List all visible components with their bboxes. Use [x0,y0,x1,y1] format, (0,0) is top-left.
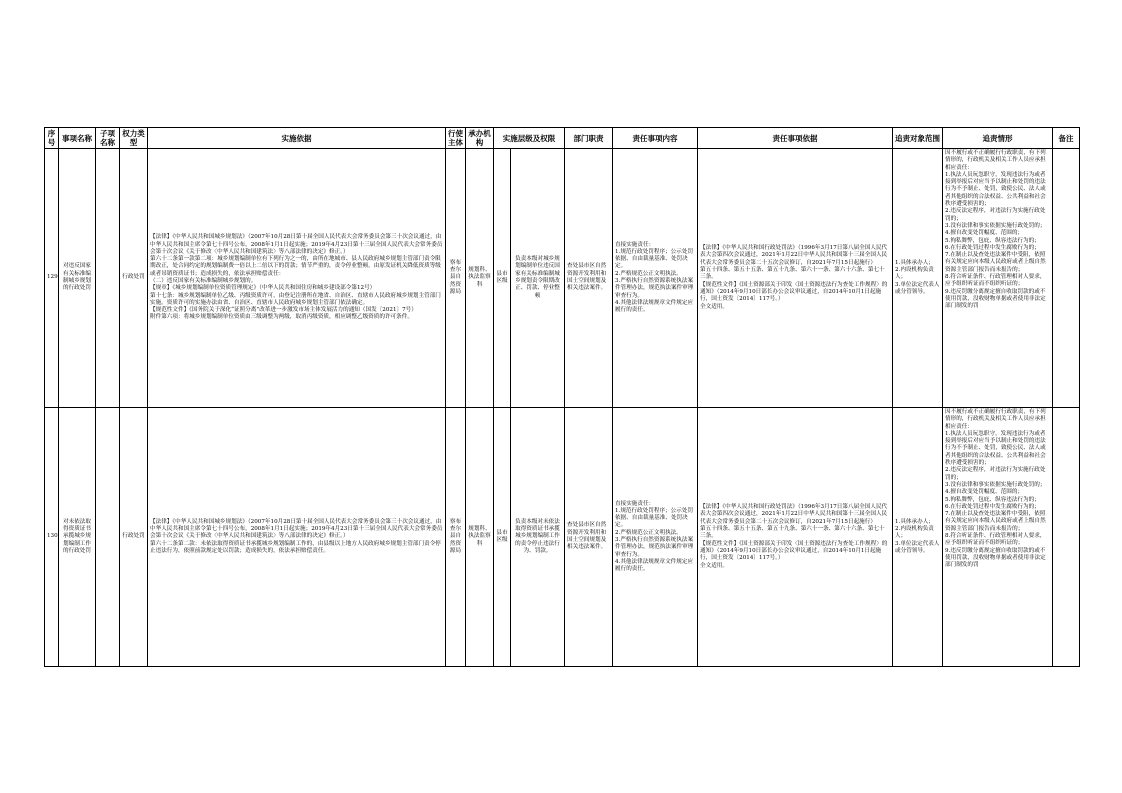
responsibility-table [44,127,1080,667]
cell-resp: 直接实施责任： 1.规范行政处罚程序；公示处罚依据、自由裁量基准、处罚决定。 2.严格规范公正文明执法。 3.严格执行自然资源系统执法案件管理办法，规范执法案件审理审查行为。 4.其他法律法规规章文件规定应履行的责任。 [613,408,698,667]
cell-resp-basis: 【法律】《中华人民共和国行政处罚法》（1996年3月17日第八届全国人民代表大会第四次会议通过，2021年1月22日中华人民共和国第十三届全国人民代表大会常务委员会第二十五次会议修订，自2021年7月15日起施行） 第五十四条、第五十五条、第五十九条、第六十一条、第六十六条、第七十三条。 【规范性文件】《国土资源部关于印发〈国土资源违法行为查处工作规程〉的通知》（2014年9月10日部长办公会议审议通过，自2014年10月1日起施行，国土资发〔2014〕117号。） 全文适用。 [698,149,893,408]
cell-org: 规划科、执法监察科 [466,149,494,408]
header-resp-basis: 责任事项依据 [698,128,893,149]
cell-note [1053,408,1080,667]
cell-basis: 【法律】《中华人民共和国城乡规划法》（2007年10月28日第十届全国人民代表大会常务委员会第三十次会议通过，由中华人民共和国主席令第七十四号公布，2008年1月1日起实施；2019年4月23日第十三届全国人民代表大会常务委员会第十次会议《关于修改〈中华人民共和国建筑法〉等八部法律的决定》修正。） 第六十二条第一款第二项：城乡规划编制单位有下列行为之一的，由所在地城市、县人民政府城乡规划主管部门责令限期改正，处合同约定的规划编制费一倍以上二倍以下的罚款；情节严重的，责令停业整顿，由原发证机关降低资质等级或者吊销资质证书；造成损失的，依法承担赔偿责任： （二）违反国家有关标准编制城乡规划的。 【规章】《城乡规划编制单位资质管理规定》（中华人民共和国住房和城乡建设部令第12号） 第十七条：城乡规划编制单位乙级、丙级资质许可，由登记注册所在地省、自治区、直辖市人民政府城乡规划主管部门实施。资质许可的实施办法由省、自治区、直辖市人民政府城乡规划主管部门依法确定。 【规范性文件】《国务院关于深化“证照分离”改革进一步激发市场主体发展活力的通知（国发〔2021〕7号） 附件第六项：将城乡规划编制单位资质由三级调整为两级，取消丙级资质，相应调整乙级资质的许可条件。 [148,149,446,408]
header-name: 事项名称 [59,128,96,149]
header-level: 实施层级及权限 [494,128,565,149]
cell-note [1053,149,1080,408]
header-basis: 实施依据 [148,128,446,149]
cell-level-b: 负责本级对未依法取得资质证书承揽城乡规划编制工作的责令停止违法行为、罚款。 [511,408,565,667]
cell-subject: 察布查尔县自然资源局 [446,149,466,408]
cell-org: 规划科、执法监察科 [466,408,494,667]
header-situation: 追责情形 [943,128,1053,149]
cell-basis: 【法律】《中华人民共和国城乡规划法》（2007年10月28日第十届全国人民代表大会常务委员会第三十次会议通过，由中华人民共和国主席令第七十四号公布，2008年1月1日起实施；2019年4月23日第十三届全国人民代表大会常务委员会第十次会议《关于修改〈中华人民共和国建筑法〉等八部法律的决定》修正。） 第六十二条第二款：未依法取得资质证书承揽城乡规划编制工作的，由县级以上地方人民政府城乡规划主管部门责令停止违法行为，依照前款规定处以罚款；造成损失的，依法承担赔偿责任。 [148,408,446,667]
cell-name: 对违反国家有关标准编制城乡规划的行政处罚 [59,149,96,408]
cell-type: 行政处罚 [120,408,148,667]
cell-duty: 查处县市区自然资源开发利用和国土空间规划及相关违法案件。 [565,149,613,408]
cell-situation: 因不履行或不正确履行行政职责，有下列情形的，行政机关及相关工作人员应承担相应责任： 1.执法人员玩忽职守，发现违法行为或者接到举报后对应当予以制止和处罚的违法行为不予制止、处罚，致使公民、法人或者其他组织的合法权益、公共利益和社会秩序遭受损害的； 2.违反法定程序，对违法行为实施行政处罚的； 3.没有法律和事实依据实施行政处罚的； 4.擅自改变处罚幅度、范围的； 5.徇私舞弊，包庇、纵容违法行为的； 6.在行政处罚过程中发生腐败行为的； 7.在制止以及查处违法案件中受阻，依照有关规定应向本级人民政府或者上级自然资源主管部门报告而未报告的； 8.符合听证条件、行政管理相对人要求，应予组织听证而不组织听证的； 9.违反罚缴分离规定擅自收取罚款的或不使用罚款，没收财物单据或者使用非法定部门制发的罚 [943,149,1053,408]
cell-target: 1.具体承办人； 2.内设机构负责人； 3.单位法定代表人或分管领导。 [893,408,943,667]
header-type: 权力类型 [120,128,148,149]
cell-name: 对未依法取得资质证书承揽城乡规划编制工作的行政处罚 [59,408,96,667]
header-org: 承办机构 [466,128,494,149]
header-target: 追责对象范围 [893,128,943,149]
cell-seq: 130 [45,408,59,667]
cell-situation: 因不履行或不正确履行行政职责，有下列情形的，行政机关及相关工作人员应承担相应责任： 1.执法人员玩忽职守，发现违法行为或者接到举报后对应当予以制止和处罚的违法行为不予制止、处罚，致使公民、法人或者其他组织的合法权益、公共利益和社会秩序遭受损害的； 2.违反法定程序，对违法行为实施行政处罚的； 3.没有法律和事实依据实施行政处罚的； 4.擅自改变处罚幅度、范围的； 5.徇私舞弊，包庇、纵容违法行为的； 6.在行政处罚过程中发生腐败行为的； 7.在制止以及查处违法案件中受阻，依照有关规定应向本级人民政府或者上级自然资源主管部门报告而未报告的； 8.符合听证条件、行政管理相对人要求，应予组织听证而不组织听证的； 9.违反罚缴分离规定擅自收取罚款的或不使用罚款，没收财物单据或者使用非法定部门制发的罚 [943,408,1053,667]
header-note: 备注 [1053,128,1080,149]
cell-type: 行政处罚 [120,149,148,408]
header-subject: 行使主体 [446,128,466,149]
header-resp: 责任事项内容 [613,128,698,149]
cell-resp: 直接实施责任： 1.规范行政处罚程序；公示处罚依据、自由裁量基准、处罚决定。 2.严格规范公正文明执法。 3.严格执行自然资源系统执法案件管理办法，规范执法案件审理审查行为。 4.其他法律法规规章文件规定应履行的责任。 [613,149,698,408]
cell-sub [96,149,120,408]
cell-level-a: 县市区级 [494,408,511,667]
table-row [45,149,1080,408]
header-sub: 子项名称 [96,128,120,149]
header-row [45,128,1080,149]
cell-sub [96,408,120,667]
cell-resp-basis: 【法律】《中华人民共和国行政处罚法》（1996年3月17日第八届全国人民代表大会第四次会议通过，2021年1月22日中华人民共和国第十三届全国人民代表大会常务委员会第二十五次会议修订，自2021年7月15日起施行） 第五十四条、第五十五条、第五十九条、第六十一条、第六十六条、第七十三条。 【规范性文件】《国土资源部关于印发〈国土资源违法行为查处工作规程〉的通知》（2014年9月10日部长办公会议审议通过，自2014年10月1日起施行，国土资发〔2014〕117号。） 全文适用。 [698,408,893,667]
header-duty: 部门职责 [565,128,613,149]
cell-level-a: 县市区级 [494,149,511,408]
table-row [45,408,1080,667]
cell-target: 1.具体承办人； 2.内设机构负责人； 3.单位法定代表人或分管领导。 [893,149,943,408]
cell-duty: 查处县市区自然资源开发利用和国土空间规划及相关违法案件。 [565,408,613,667]
cell-level-b: 负责本级对城乡规划编制单位违反国家有关标准编制城乡规划责令限期改正、罚款、停业整顿 [511,149,565,408]
header-seq: 序号 [45,128,59,149]
cell-seq: 129 [45,149,59,408]
cell-subject: 察布查尔县自然资源局 [446,408,466,667]
